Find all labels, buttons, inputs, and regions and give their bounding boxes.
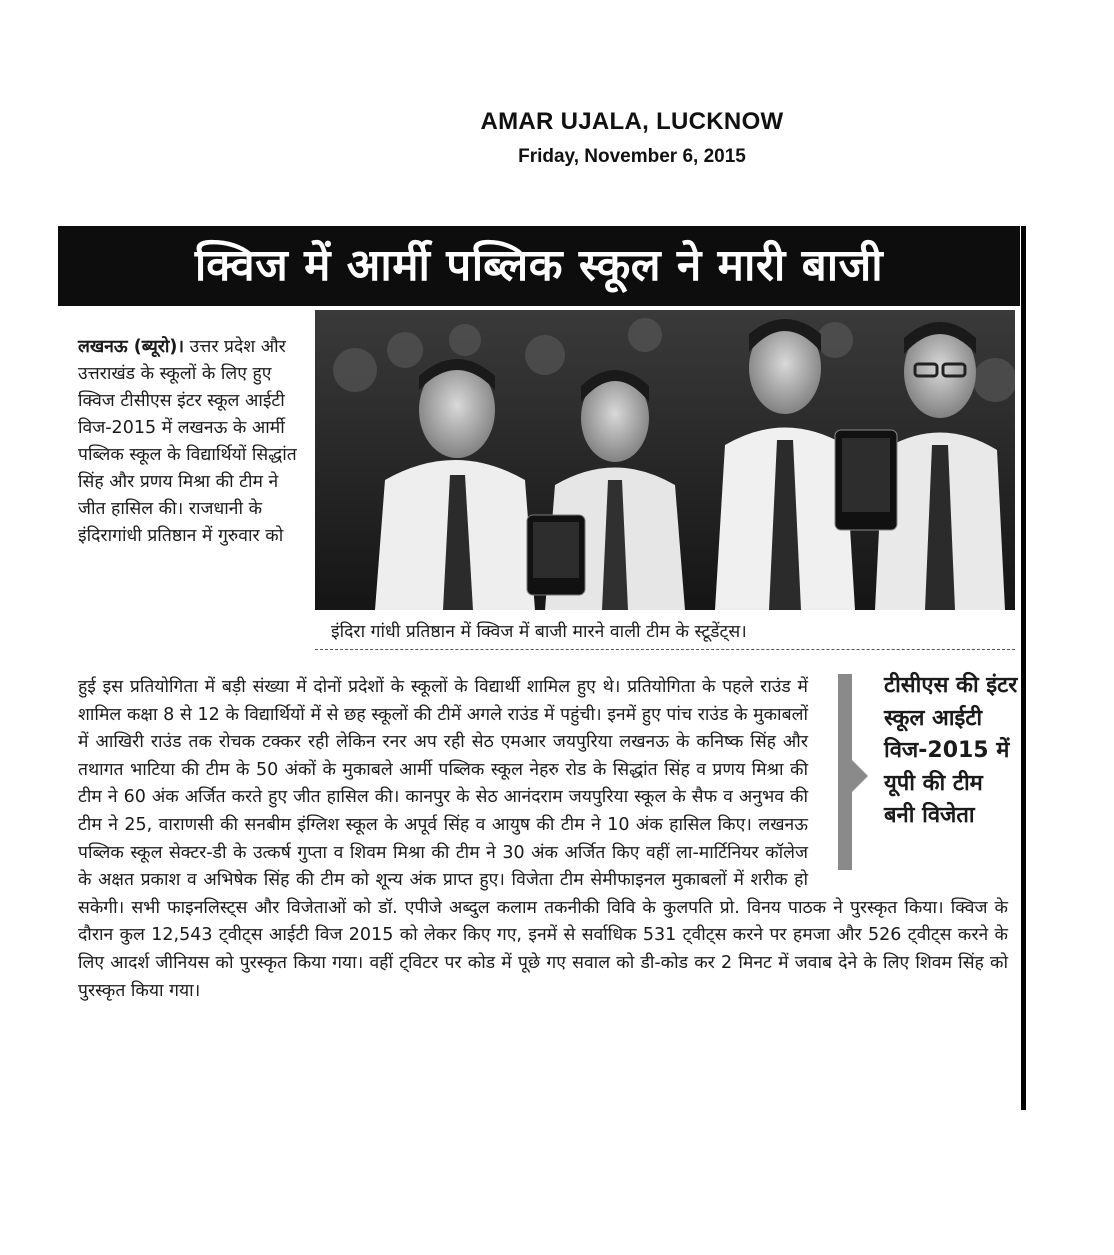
- highlight-sidebar: [838, 670, 1020, 876]
- body-text: हुई इस प्रतियोगिता में बड़ी संख्या में दोनों प्रदेशों के स्कूलों के विद्यार्थी शामिल हुए थे। प्रतियोगिता के पहले राउंड में शामिल कक्षा 8 से 12 के विद्यार्थियों में से छह स्कूलों की टीमें अगले राउंड में पहुंची। इनमें हुए पांच राउंड के मुकाबलों में आखिरी राउंड तक रोचक टक्कर रही लेकिन रनर अप रही सेठ एमआर जयपुरिया लखनऊ के कनिष्क सिंह और तथागत भाटिया की टीम के 50 अंकों के मुकाबले आर्मी पब्लिक स्कूल नेहरु रोड के सिद्धांत सिंह व प्रणय मिश्रा की टीम ने 60 अंक अर्जित करते हुए जीत हासिल की। कानपुर के सेठ आनंदराम जयपुरिया स्कूल के सैफ व अनुभव की टीम ने 25, वाराणसी की सनबीम इंग्लिश स्कूल के अपूर्व सिंह व आयुष की टीम ने 10 अंक हासिल किए। लखनऊ पब्लिक स्कूल सेक्टर-डी के उत्कर्ष गुप्ता व शिवम मिश्रा की टीम ने 30 अंक अर्जित किए वहीं ला-मार्टिनियर कॉलेज के अक्षत प्रकाश व अभिषेक सिंह की टीम को शून्य अंक प्राप्त हुए। विजेता टीम सेमीफाइनल मुकाबलों में शरीक हो सकेगी। सभी फाइनलिस्ट्स और विजेताओं को डॉ. एपीजे अब्दुल कलाम तकनीकी विवि के कुलपति प्रो. विनय पाठक ने पुरस्कृत किया। क्विज के दौरान कुल 12,543 ट्वीट्स आईटी विज 2015 को लेकर किए गए, इनमें से सर्वाधिक 531 ट्वीट्स करने पर हमजा और 526 ट्वीट्स करने के लिए आदर्श जीनियस को पुरस्कृत किया गया। वहीं ट्विटर पर कोड में पूछे गए सवाल को डी-कोड कर 2 मिनट में जवाब देने के लिए शिवम सिंह को पुरस्कृत किया गया।: [78, 677, 1008, 1001]
- sidebar-text: टीसीएस की इंटर स्कूल आईटी विज-2015 में यूपी की टीम बनी विजेता: [884, 673, 1018, 828]
- article-headline: क्विज में आर्मी पब्लिक स्कूल ने मारी बाजी: [58, 226, 1020, 306]
- sidebar-arrow-icon: [852, 760, 868, 792]
- intro-text: उत्तर प्रदेश और उत्तराखंड के स्कूलों के लिए हुए क्विज टीसीएस इंटर स्कूल आईटी विज-2015 में लखनऊ के आर्मी पब्लिक स्कूल के विद्यार्थियों सिद्धांत सिंह और प्रणय मिश्रा की टीम ने जीत हासिल की। राजधानी के इंदिरागांधी प्रतिष्ठान में गुरुवार को: [78, 337, 297, 546]
- sidebar-bar: [838, 674, 852, 870]
- news-clipping: [58, 226, 1023, 1110]
- photo-caption: इंदिरा गांधी प्रतिष्ठान में क्विज में बाजी मारने वाली टीम के स्टूडेंट्स।: [315, 614, 1015, 650]
- dateline: लखनऊ (ब्यूरो)।: [78, 337, 185, 357]
- article-intro: [78, 334, 310, 550]
- publication-date: Friday, November 6, 2015: [518, 146, 746, 167]
- masthead: [0, 108, 1114, 168]
- team-photo: [315, 310, 1015, 610]
- clipping-edge: [1021, 226, 1026, 1110]
- newspaper-name: AMAR UJALA, LUCKNOW: [480, 108, 784, 135]
